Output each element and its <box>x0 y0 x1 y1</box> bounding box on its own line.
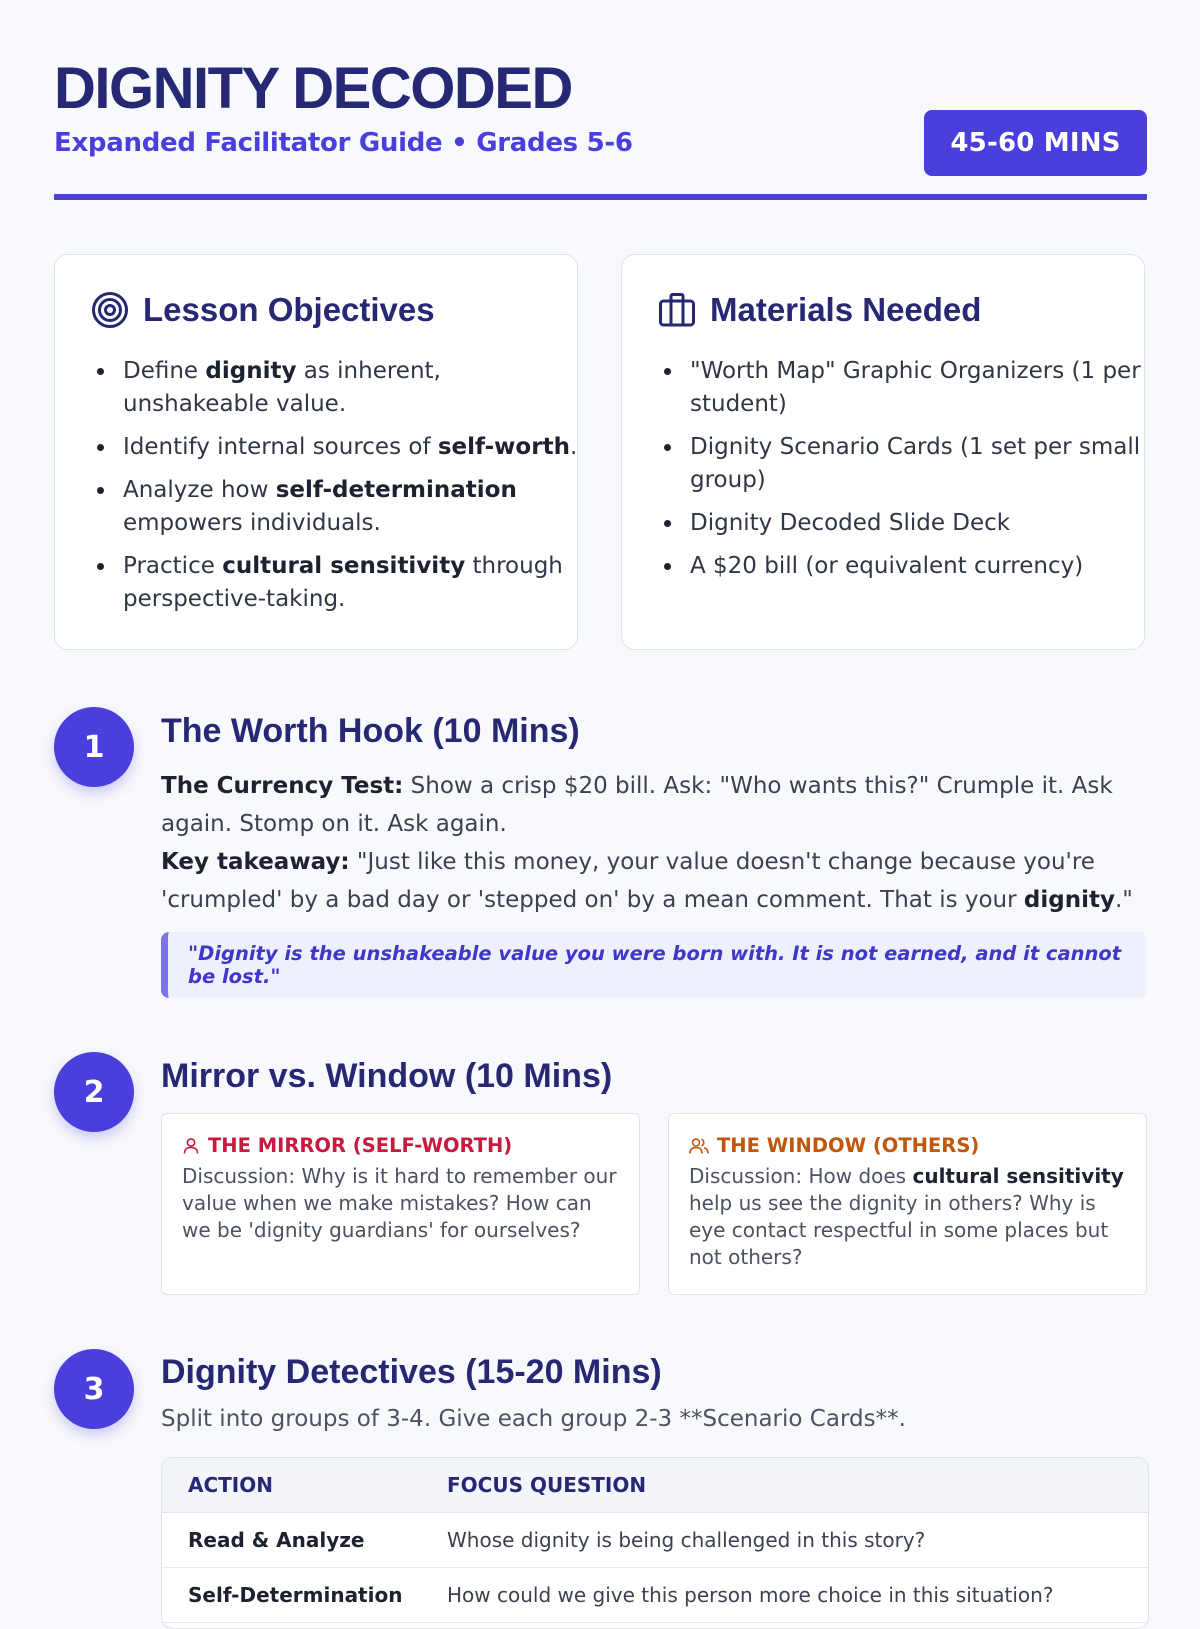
table-cell-action: Read & Analyze <box>162 1513 421 1568</box>
material-item: Dignity Decoded Slide Deck <box>690 507 1150 540</box>
mirror-heading: THE MIRROR (SELF-WORTH) <box>182 1134 619 1157</box>
window-heading: THE WINDOW (OTHERS) <box>689 1134 1126 1157</box>
target-icon <box>91 291 129 329</box>
step-2-number: 2 <box>54 1052 134 1132</box>
objectives-card <box>54 254 578 650</box>
materials-card <box>621 254 1145 650</box>
materials-list <box>658 355 1150 593</box>
table-cell-action: Self-Determination <box>162 1568 421 1623</box>
detectives-table <box>161 1457 1149 1629</box>
table-row <box>162 1568 1148 1623</box>
step-3-title: Dignity Detectives (15-20 Mins) <box>161 1353 662 1391</box>
column-header-focus-question: FOCUS QUESTION <box>421 1458 1148 1513</box>
material-item: Dignity Scenario Cards (1 set per small group) <box>690 431 1150 497</box>
step-1-title: The Worth Hook (10 Mins) <box>161 712 580 750</box>
users-icon <box>689 1137 709 1155</box>
window-text: Discussion: How does cultural sensitivity help us see the dignity in others? Why is eye contact respectful in some places but not others? <box>689 1164 1124 1269</box>
materials-title: Materials Needed <box>710 291 982 328</box>
step-1-takeaway: Key takeaway: "Just like this money, your value doesn't change because you're 'crumpled' by a bad day or 'stepped on' by a mean comment. That is your dignity." <box>161 849 1133 913</box>
objective-item: Define dignity as inherent, unshakeable value. <box>123 355 583 421</box>
table-header-row <box>162 1458 1148 1513</box>
step-2-title: Mirror vs. Window (10 Mins) <box>161 1057 613 1095</box>
page-subtitle: Expanded Facilitator Guide • Grades 5-6 <box>54 128 633 158</box>
window-card <box>668 1113 1147 1295</box>
step-3-number: 3 <box>54 1349 134 1429</box>
page-title: DIGNITY DECODED <box>54 56 572 121</box>
objective-item: Analyze how self-determination empowers individuals. <box>123 474 583 540</box>
step-1-currency-test: The Currency Test: Show a crisp $20 bill. Ask: "Who wants this?" Crumple it. Ask again. Stomp on it. Ask again. <box>161 773 1113 837</box>
column-header-action: ACTION <box>162 1458 421 1513</box>
material-item: "Worth Map" Graphic Organizers (1 per student) <box>690 355 1150 421</box>
step-1-number: 1 <box>54 707 134 787</box>
table-cell-question: Whose dignity is being challenged in this story? <box>421 1513 1148 1568</box>
dignity-quote: "Dignity is the unshakeable value you were born with. It is not earned, and it cannot be lost." <box>161 932 1147 998</box>
objective-item: Identify internal sources of self-worth. <box>123 431 583 464</box>
material-item: A $20 bill (or equivalent currency) <box>690 550 1150 583</box>
page-header <box>54 58 1147 158</box>
objectives-heading <box>91 291 435 329</box>
materials-heading <box>658 291 981 329</box>
mirror-text: Discussion: Why is it hard to remember our value when we make mistakes? How can we be 'dignity guardians' for ourselves? <box>182 1164 617 1242</box>
table-cell-question: How could we give this person more choice in this situation? <box>421 1568 1148 1623</box>
objectives-title: Lesson Objectives <box>143 291 435 328</box>
mirror-card <box>161 1113 640 1295</box>
table-row <box>162 1513 1148 1568</box>
objective-item: Practice cultural sensitivity through perspective-taking. <box>123 550 583 616</box>
user-icon <box>182 1137 200 1155</box>
step-3-intro: Split into groups of 3-4. Give each group 2-3 **Scenario Cards**. <box>161 1406 906 1432</box>
objectives-list <box>91 355 583 626</box>
duration-badge: 45-60 MINS <box>924 110 1147 176</box>
header-divider <box>54 194 1147 200</box>
briefcase-icon <box>658 291 696 329</box>
